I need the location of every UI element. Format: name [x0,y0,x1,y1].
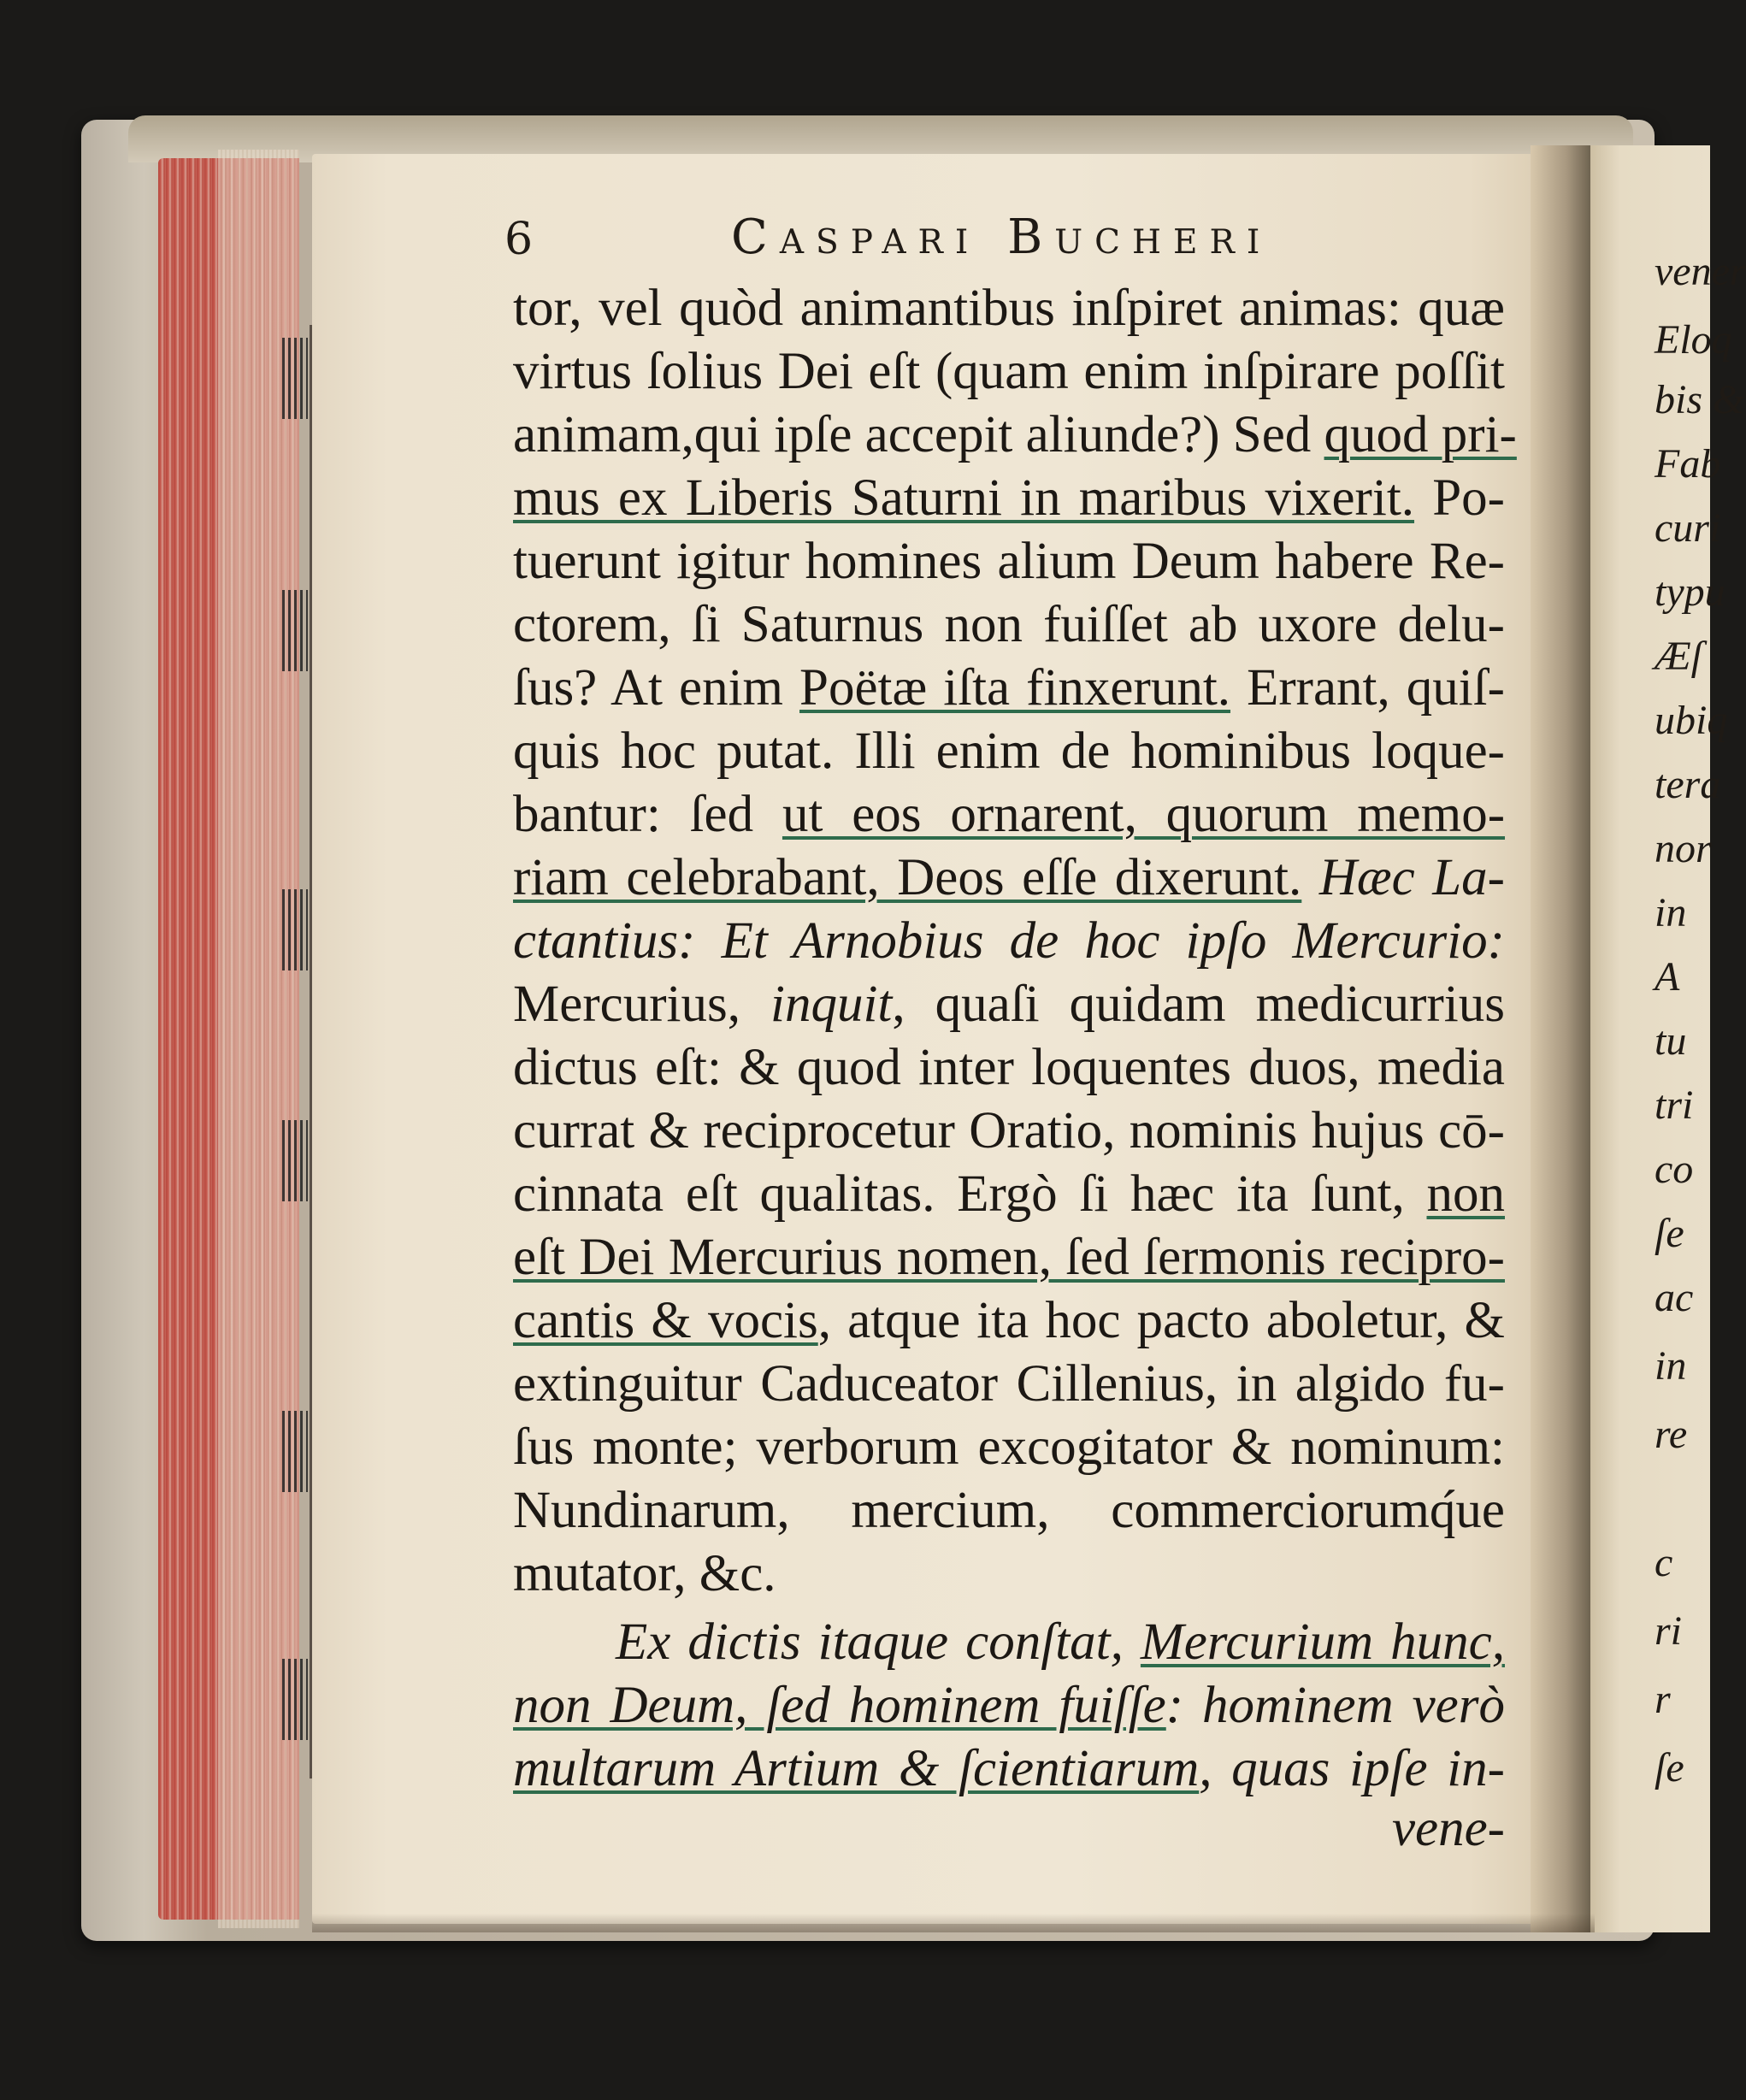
text-line: ſus monte; verborum excogitator & nominum: [513,1419,1505,1476]
text-line [513,788,1505,841]
catchword: vene- [1391,1800,1505,1857]
text-line [513,1613,1505,1671]
facing-page-fragment: ac [1655,1275,1694,1320]
text-line: tor, vel quòd animantibus inſpiret animas: quæ [513,280,1505,337]
text-line [513,1677,1505,1734]
underlined-text-line: eſt Dei Mercurius nomen, ſed ſermonis recipro- [513,1229,1505,1286]
text-segment: cinnata eſt qualitas. Ergò ſi hæc ita ſunt, [513,1165,1427,1223]
thumb-tab-mark [282,1659,308,1740]
facing-page-fragment: nor [1655,826,1712,871]
text-line: currat & reciprocetur Oratio, nominis hujus cō- [513,1102,1505,1159]
thumb-tab-mark [282,1411,308,1492]
facing-page-fragment: A [1655,954,1680,1000]
underlined-text: cantis & vocis [513,1292,818,1349]
facing-page-fragment: ſe [1655,1211,1684,1256]
facing-page-fragment: Fab [1655,441,1721,487]
facing-page-fragment: vener [1655,249,1746,294]
text-line: extinguitur Caduceator Cillenius, in algido fu- [513,1355,1505,1413]
text-segment: Errant, quiſ- [1230,659,1505,717]
text-line [513,469,1505,527]
thumb-tab-mark [282,590,308,671]
text-line [513,406,1517,463]
italic-text: Hæc La- [1301,849,1505,906]
text-segment: bantur: ſed [513,786,782,843]
facing-page-fragment: co [1655,1147,1694,1192]
text-segment: , quaſi quidam medicurrius [892,976,1505,1033]
facing-page-fragment: typu [1655,569,1725,615]
facing-page-fragment: tri [1655,1082,1694,1128]
underlined-text: ut eos ornarent, quorum memo- [782,786,1506,843]
thumb-tab-mark [282,1120,308,1201]
italic-text: : hominem verò [1165,1677,1505,1734]
underlined-text: non Deum, ſed hominem fuiſſe [513,1677,1166,1734]
text-line [513,1165,1505,1223]
facing-page-fragment: ſe [1655,1745,1684,1790]
facing-page-fragment: ri [1655,1608,1683,1654]
thumb-tab-mark [282,338,308,419]
facing-page-fragment: re [1655,1412,1688,1457]
underlined-text: non [1426,1165,1505,1223]
italic-text: inquit [770,976,893,1033]
text-segment: , atque ita hoc pacto aboletur, & [817,1292,1505,1349]
text-line: Nundinarum, mercium, commerciorumq́ue [513,1482,1505,1539]
facing-page-fragment: r [1655,1677,1671,1722]
text-line: ctantius: Et Arnobius de hoc ipſo Mercurio: [513,912,1505,970]
underlined-text: Mercurium hunc, [1140,1613,1505,1671]
text-line: dictus eſt: & quod inter loquentes duos, media [513,1039,1505,1096]
text-segment: ſus? At enim [513,659,800,717]
facing-page-fragment: Eloq [1655,317,1732,363]
text-line: virtus ſolius Dei eſt (quam enim inſpirare poſſit [513,343,1505,400]
underlined-text: mus ex Liberis Saturni in maribus vixerit. [513,469,1415,527]
text-line [513,1292,1505,1349]
text-line [513,976,1505,1033]
text-line: tuerunt igitur homines alium Deum habere Re- [513,533,1505,590]
underlined-text: multarum Artium & ſcientiarum [513,1740,1200,1797]
text-segment: animam,qui ipſe accepit aliunde?) Sed [513,406,1324,463]
page-number: 6 [504,214,534,265]
facing-page-fragment: ubiq [1655,698,1728,743]
facing-page-fragment: Æſ [1655,634,1703,679]
facing-page-fragment: bis & [1655,377,1745,422]
page-bottom-shadow [312,1914,1595,1932]
running-head: Caspari Bucheri [731,209,1272,265]
underlined-text: riam celebrabant, Deos eſſe dixerunt. [513,849,1302,906]
facing-page-fragment: in [1655,890,1687,935]
facing-page-fragment: curi [1655,505,1721,551]
italic-text: , quas ipſe in- [1199,1740,1505,1797]
facing-page-fragment: in [1655,1343,1687,1389]
text-line: quis hoc putat. Illi enim de hominibus loque- [513,723,1505,780]
facing-page-fragment: c [1655,1540,1673,1585]
text-line [513,659,1505,717]
facing-page-fragment: tera [1655,762,1721,807]
underlined-text: quod pri- [1324,406,1517,463]
text-line [513,1740,1505,1797]
facing-page-fragment: tu [1655,1018,1687,1064]
book-gutter [1531,145,1590,1932]
underlined-text: Poëtæ iſta finxerunt. [799,659,1231,717]
text-segment: Po- [1414,469,1505,527]
italic-text: Ex dictis itaque conſtat, [616,1613,1141,1671]
text-line: ctorem, ſi Saturnus non fuiſſet ab uxore delu- [513,596,1505,653]
thumb-tab-mark [282,889,308,970]
text-line [513,849,1505,906]
text-segment: Mercurius, [513,976,770,1033]
text-line: mutator, &c. [513,1545,776,1602]
